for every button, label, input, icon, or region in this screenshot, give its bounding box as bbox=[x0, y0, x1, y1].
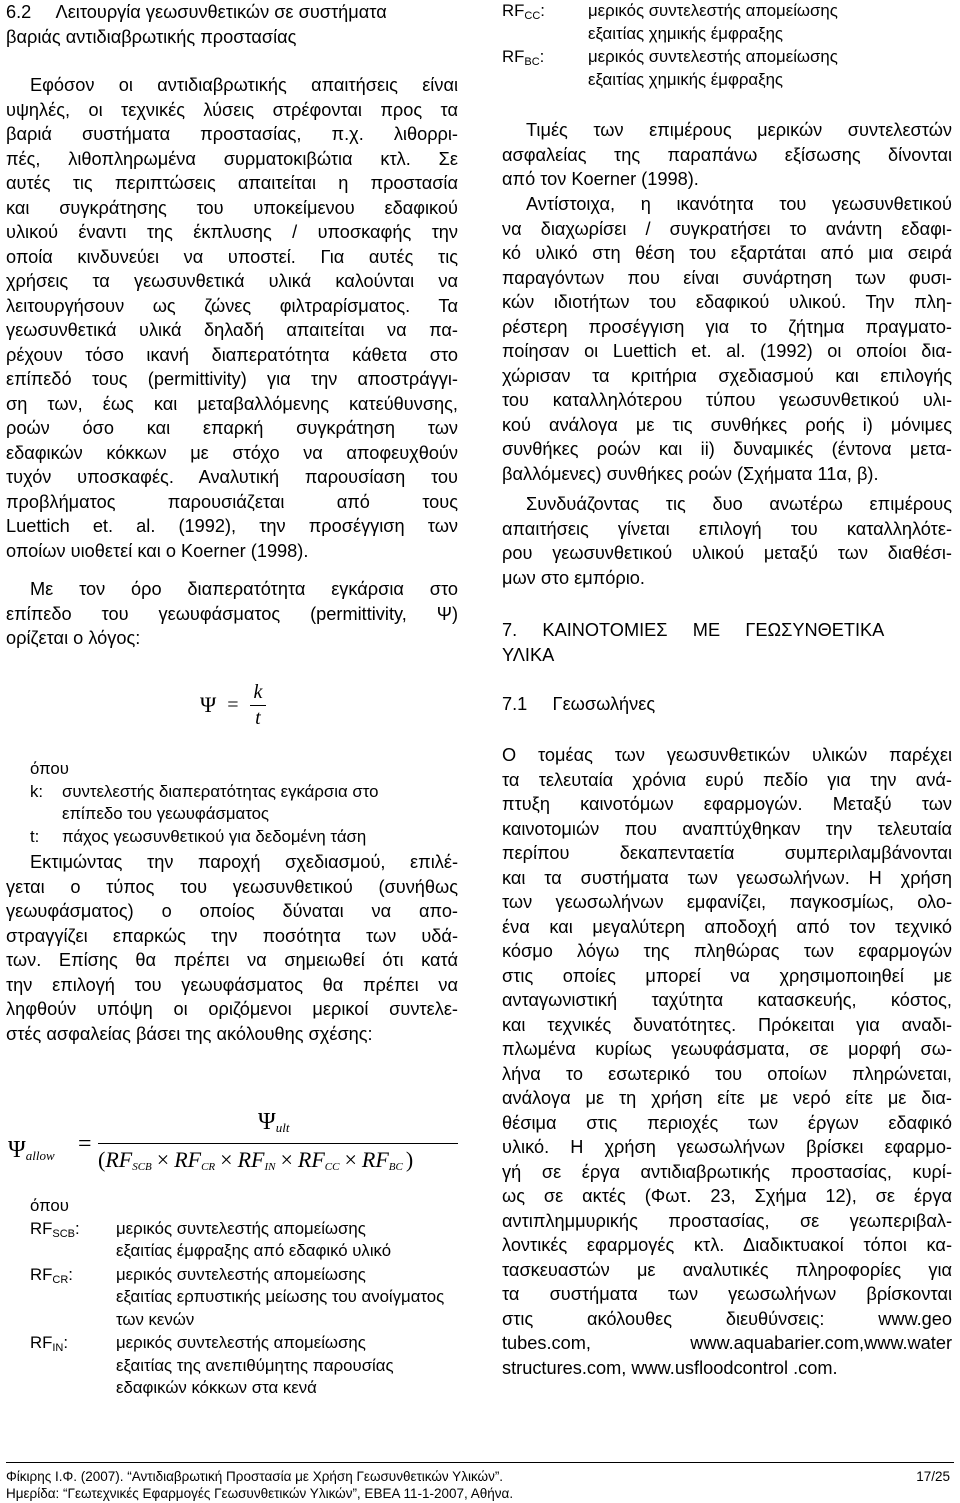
formula-times: × bbox=[280, 1147, 293, 1172]
definition-symbol-sub: BC bbox=[524, 56, 540, 68]
definition-text: συντελεστής διαπερατότητας εγκάρσια στο επίπεδο του γεωυφάσματος bbox=[62, 781, 379, 823]
text-line: ρέστερη προσέγγιση για το ζήτημα πραγματο- bbox=[502, 316, 952, 337]
definition-text bbox=[116, 1218, 458, 1263]
formula-term bbox=[105, 1147, 151, 1172]
definition-row bbox=[502, 0, 958, 45]
definition-line: μερικός συντελεστής απομείωσης bbox=[588, 1, 838, 20]
text-line: και τα συστήματα των γεωσωλήνων. Η χρήση bbox=[502, 867, 952, 888]
text-line: στις οποίες μπορεί να χρησιμοποιηθεί με bbox=[502, 965, 952, 986]
text-line: γεται ο τύπος του γεωσυνθετικού (συνήθως bbox=[6, 876, 458, 897]
text-line: structures.com, www.usfloodcontrol .com. bbox=[502, 1357, 838, 1378]
definition-symbol-sub: SCB bbox=[52, 1227, 75, 1240]
text-line: Ο τομέας των γεωσυνθετικών υλικών παρέχει bbox=[502, 745, 952, 765]
text-line: γεωυφάσματος) ο οποίος δύναται να απο- bbox=[6, 901, 458, 921]
where-label: όπου bbox=[30, 1196, 69, 1215]
formula-denominator bbox=[98, 1148, 413, 1173]
formula-times: × bbox=[156, 1147, 170, 1172]
formula-equals: = bbox=[78, 1131, 92, 1157]
text-line: ασφαλείας της παραπάνω εξίσωσης δίνονται bbox=[502, 144, 952, 165]
text-line: των γεωσωλήνων εμφανίζει, παγκοσμίως, ολο- bbox=[502, 892, 952, 912]
text-line: τυχόν υποσκαφές. Αναλυτική παρουσίαση του bbox=[6, 467, 458, 487]
formula-fraction bbox=[250, 680, 267, 730]
formula-num-sub: ult bbox=[275, 1120, 290, 1135]
text-line: ποίησαν οι Luettich et. al. (1992) οι οποίοι δια- bbox=[502, 341, 952, 361]
definition-line: μερικός συντελεστής απομείωσης bbox=[116, 1333, 366, 1352]
footer-event: Ημερίδα: “Γεωτεχνικές Εφαρμογές Γεωσυνθετικών Υλικών”, ΕΒΕΑ 11-1-2007, Αθήνα. bbox=[6, 1486, 514, 1501]
formula-lhs-sub: allow bbox=[25, 1148, 55, 1163]
paragraph-separation bbox=[502, 192, 952, 486]
definitions-formula1 bbox=[30, 758, 458, 848]
text-line: θέσιμα στις περιοχές των έργων εδαφικό bbox=[502, 1112, 952, 1133]
text-line: tubes.com, www.aquabarier.com,www.water bbox=[502, 1333, 952, 1353]
definition-text: πάχος γεωσυνθετικού για δεδομένη τάση bbox=[62, 826, 367, 846]
definition-line: εξαιτίας χημικής έμφραξης bbox=[588, 23, 784, 43]
text-line: Τιμές των επιμέρους μερικών συντελεστών bbox=[526, 120, 952, 140]
text-line: πές, λιθοπληρωμένα συρματοκιβώτια κτλ. Σε bbox=[6, 148, 458, 169]
text-line: κών ιδιοτήτων του εδαφικού υλικού. Την πλη- bbox=[502, 292, 952, 312]
definition-text bbox=[116, 1264, 458, 1332]
definition-symbol-colon: : bbox=[68, 1264, 73, 1284]
formula-term-base: RF bbox=[105, 1147, 133, 1172]
definition-line: μερικός συντελεστής απομείωσης bbox=[116, 1264, 366, 1284]
paragraph-permittivity bbox=[6, 577, 458, 651]
text-line: υλικό. Η χρήση γεωσωλήνων βρίσκει εφαρμο- bbox=[502, 1137, 952, 1157]
text-line: λήνα το εσωτερικό του οποίων πληρώνεται, bbox=[502, 1063, 952, 1084]
definition-row bbox=[30, 1264, 458, 1332]
definition-symbol-sub: CC bbox=[524, 10, 541, 22]
formula-times: × bbox=[344, 1147, 357, 1172]
formula-equals: = bbox=[227, 693, 239, 716]
definition-symbol-base: RF bbox=[502, 47, 525, 66]
definition-line: μερικός συντελεστής απομείωσης bbox=[588, 47, 838, 66]
text-line: και τεχνικές δυνατότητες. Πρόκειται για αναδι- bbox=[502, 1014, 952, 1035]
text-line: από τον Koerner (1998). bbox=[502, 169, 699, 189]
definition-line: εξαιτίας της ανεπιθύμητης παρουσίας εδαφικών κόκκων στα κενά bbox=[116, 1355, 394, 1397]
definition-symbol bbox=[30, 1332, 116, 1400]
text-line: πλωμένα κυρίως γεωυφάσματα, σε μορφή σω- bbox=[502, 1039, 952, 1059]
text-line: επίπεδο του γεωυφάσματος (permittivity, Ψ) bbox=[6, 603, 458, 624]
definition-symbol bbox=[30, 1218, 116, 1263]
text-line: τα τελευταία χρόνια ευρύ πεδίο για την ανά- bbox=[502, 769, 952, 790]
section-heading-line: 6.2 Λειτουργία γεωσυνθετικών σε συστήματα bbox=[6, 2, 387, 22]
formula-term-base: RF bbox=[297, 1147, 325, 1172]
text-line: χρήσεις τα γεωσυνθετικά υλικά καλούνται να bbox=[6, 271, 458, 291]
definition-symbol: t: bbox=[30, 826, 40, 846]
text-line: καινοτομιών που αναπτύχθηκαν την τελευταία bbox=[502, 818, 952, 839]
text-line: επίπεδό τους (permittivity) για την αποστράγγι- bbox=[6, 369, 458, 389]
definitions-formula2 bbox=[30, 1195, 458, 1401]
definition-symbol bbox=[30, 1264, 116, 1332]
text-line: υλικού έναντι της έκπλυσης / υποσκαφής την bbox=[6, 222, 458, 242]
text-line: Luettich et. al. (1992), την προσέγγιση των bbox=[6, 516, 458, 536]
text-line: υψηλές, οι τεχνικές λύσεις στρέφονται προς τα bbox=[6, 99, 458, 120]
footer-citation: Φίκιρης Ι.Φ. (2007). “Αντιδιαβρωτική Προστασία με Χρήση Γεωσυνθετικών Υλικών”. bbox=[6, 1469, 504, 1484]
formula-numerator bbox=[258, 1110, 289, 1135]
text-line: οποία κινδυνεύει να υποστεί. Για αυτές τις bbox=[6, 246, 458, 267]
definition-line: εξαιτίας χημικής έμφραξης bbox=[588, 69, 784, 89]
formula-term-sub: CR bbox=[201, 1161, 216, 1173]
definition-text bbox=[588, 0, 958, 45]
text-line: περίπου δεκαπενταετία συμπεριλαμβάνονται bbox=[502, 843, 952, 863]
page-number: 17/25 bbox=[916, 1469, 950, 1484]
definition-symbol-base: RF bbox=[30, 1333, 53, 1352]
definition-symbol-colon: : bbox=[539, 47, 545, 66]
paragraph-selection bbox=[6, 850, 458, 1046]
text-line: Με τον όρο διαπερατότητα εγκάρσια στο bbox=[30, 579, 458, 599]
section-heading-line: 7. ΚΑΙΝΟΤΟΜΙΕΣ ΜΕ ΓΕΩΣΥΝΘΕΤΙΚΑ bbox=[502, 620, 885, 640]
definition-line: εξαιτίας έμφραξης από εδαφικό υλικό bbox=[116, 1241, 392, 1260]
definition-line: μερικός συντελεστής απομείωσης bbox=[116, 1218, 366, 1238]
text-line: τα συστήματα των γεωσωλήνων βρίσκονται bbox=[502, 1284, 952, 1304]
text-line: και συγκράτησης του υποκείμενου εδαφικού bbox=[6, 197, 458, 218]
formula-term bbox=[362, 1147, 403, 1172]
paragraph-values bbox=[502, 118, 952, 192]
text-line: Αντίστοιχα, η ικανότητα του γεωσυνθετικού bbox=[526, 194, 952, 214]
text-line: την επιλογή του γεωυφάσματος θα πρέπει να bbox=[6, 974, 458, 995]
text-line: παραγόντων που είναι συνάρτηση των φυσι- bbox=[502, 267, 952, 288]
text-line: προβλήματος παρουσιάζεται από τους bbox=[6, 491, 458, 512]
definition-symbol-base: RF bbox=[502, 1, 525, 20]
text-line: γεωσυνθετικά υλικά δηλαδή απαιτείται να πα- bbox=[6, 320, 458, 340]
formula-num-symbol: Ψ bbox=[258, 1109, 276, 1135]
definition-k bbox=[30, 781, 458, 826]
text-line: κού ανάλογα με τις συνθήκες ροής i) μόνιμες bbox=[502, 414, 952, 435]
formula-lparen: ( bbox=[98, 1147, 106, 1172]
formula-times: × bbox=[220, 1147, 233, 1172]
section-heading-line: ΥΛΙΚΑ bbox=[502, 644, 555, 665]
text-line: ανάλογα με τη χρήση είτε με νερό είτε με δια- bbox=[502, 1088, 952, 1108]
text-line: ροών όσο και επαρκή συγκράτηση των bbox=[6, 418, 458, 438]
paragraph-intro bbox=[6, 73, 458, 563]
text-line: μων στο εμπόριο. bbox=[502, 567, 645, 588]
formula-numerator: k bbox=[253, 681, 263, 703]
text-line: των. Επίσης θα πρέπει να σημειωθεί ότι κατά bbox=[6, 950, 458, 970]
formula-term-sub: CC bbox=[324, 1161, 340, 1173]
text-line: στις ακόλουθες διευθύνσεις: www.geo bbox=[502, 1308, 952, 1329]
section-heading-6-2 bbox=[6, 0, 458, 49]
text-line: βαλλόμενες) συνθήκες ροών (Σχήματα 11α, β). bbox=[502, 463, 879, 484]
where-label: όπου bbox=[30, 759, 69, 778]
formula-lhs bbox=[8, 1138, 55, 1163]
text-line: οποίων υιοθετεί και ο Koerner (1998). bbox=[6, 540, 309, 561]
text-line: βαριά συστήματα προστασίας, π.χ. λιθορρι- bbox=[6, 124, 458, 144]
section-heading-7 bbox=[502, 618, 958, 667]
text-line: κόσμο λόγω της πληθώρας των εφαρμογών bbox=[502, 941, 952, 961]
definition-symbol-colon: : bbox=[540, 1, 545, 20]
definition-symbol-colon: : bbox=[63, 1333, 69, 1352]
text-line: Εκτιμώντας την παροχή σχεδιασμού, επιλέ- bbox=[30, 852, 458, 872]
definition-row bbox=[502, 46, 958, 91]
text-line: Συνδυάζοντας τις δυο ανωτέρω επιμέρους bbox=[526, 494, 952, 514]
formula-term bbox=[298, 1147, 340, 1172]
text-line: ορίζεται ο λόγος: bbox=[6, 628, 141, 648]
definition-symbol-sub: IN bbox=[52, 1342, 64, 1354]
formula-lhs: Ψ bbox=[200, 691, 217, 717]
text-line: ένα και μεγαλύτερη αποδοχή από τον τεχνικό bbox=[502, 916, 952, 937]
definition-row bbox=[30, 1218, 458, 1263]
formula-term-base: RF bbox=[361, 1147, 389, 1172]
text-line: εδαφικών κόκκων με στόχο να αποφευχθούν bbox=[6, 442, 458, 463]
text-line: ληφθούν υπόψη οι οριζόμενοι μερικοί συντελε- bbox=[6, 999, 458, 1019]
text-line: ρου γεωσυνθετικού υλικού μεταξύ των διαθέσι- bbox=[502, 543, 952, 563]
paragraph-geotubes bbox=[502, 743, 952, 1380]
section-heading-7-1: 7.1 Γεωσωλήνες bbox=[502, 694, 656, 714]
text-line: να διαχωρίσει / συγκρατήσει το ανάντη εδαφι- bbox=[502, 218, 952, 239]
formula-denominator: t bbox=[250, 705, 267, 731]
text-line: αυτές τις περιπτώσεις απαιτείται η προστασία bbox=[6, 173, 458, 193]
text-line: λειτουργήσουν ως ζώνες φιλτραρίσματος. Τα bbox=[6, 295, 458, 316]
formula-permittivity bbox=[200, 680, 266, 730]
text-line: χώρισαν τα κριτήρια σχεδιασμού και επιλογής bbox=[502, 365, 952, 386]
definition-symbol-colon: : bbox=[75, 1218, 80, 1238]
text-line: κό υλικό στη θέση του εξαρτάται από μια σειρά bbox=[502, 243, 952, 263]
text-line: ως σε ακτές (Φωτ. 23, Σχήμα 12), σε έργα bbox=[502, 1186, 952, 1206]
text-line: Εφόσον οι αντιδιαβρωτικής απαιτήσεις είναι bbox=[30, 75, 458, 95]
formula-term-base: RF bbox=[174, 1147, 202, 1172]
formula-term-sub: BC bbox=[388, 1161, 403, 1173]
section-heading-line: βαριάς αντιδιαβρωτικής προστασίας bbox=[6, 26, 297, 47]
definition-symbol bbox=[502, 46, 588, 91]
text-line: ση των, έως και μεταβαλλόμενης κατεύθυνσης, bbox=[6, 393, 458, 414]
text-line: συνθήκες ροών και ii) δυναμικές (έντονα μετα- bbox=[502, 439, 952, 459]
text-line: ανταγωνιστική ταχύτητα κατασκευής, κόστος, bbox=[502, 990, 952, 1010]
text-line: γή σε έργα αντιδιαβρωτικής προστασίας, κυρί- bbox=[502, 1161, 952, 1182]
text-line: στές ασφαλείας βάσει της ακόλουθης σχέσης: bbox=[6, 1023, 373, 1044]
definition-symbol: k: bbox=[30, 781, 44, 801]
definition-text bbox=[588, 46, 958, 91]
definition-symbol-sub: CR bbox=[52, 1273, 69, 1286]
fraction-bar bbox=[98, 1143, 458, 1144]
definition-symbol-base: RF bbox=[30, 1264, 53, 1284]
formula-term-base: RF bbox=[237, 1147, 265, 1172]
text-line: ρέχουν τόσο ικανή διαπερατότητα κάθετα στο bbox=[6, 344, 458, 365]
text-line: πτυξη καινοτόμων εφαρμογών. Μεταξύ των bbox=[502, 794, 952, 814]
definition-symbol bbox=[502, 0, 588, 45]
footer-divider bbox=[6, 1462, 954, 1463]
definition-row bbox=[30, 1332, 458, 1400]
definition-line: εξαιτίας ερπυστικής μείωσης του ανοίγματος των κενών bbox=[116, 1287, 445, 1329]
text-line: τασκευαστών με αναλυτικές πληροφορίες για bbox=[502, 1259, 952, 1280]
text-line: αντιπλημμυρικής προστασίας, σε γεωπεριβαλ- bbox=[502, 1210, 952, 1231]
formula-term-sub: SCB bbox=[132, 1161, 152, 1173]
text-line: στραγγίζει επαρκώς την ποσότητα των υδά- bbox=[6, 925, 458, 946]
formula-term bbox=[238, 1147, 276, 1172]
text-line: λοντικές εφαρμογές κτλ. Διαδικτυακοί τόποι κα- bbox=[502, 1235, 952, 1255]
definition-t bbox=[30, 826, 458, 849]
definitions-rf-cc-bc bbox=[502, 0, 958, 92]
formula-lhs-symbol: Ψ bbox=[8, 1137, 26, 1163]
text-line: απαιτήσεις γίνεται επιλογή του καταλληλότε- bbox=[502, 518, 952, 539]
text-line: του καταλληλότερου τύπου γεωσυνθετικού υλι- bbox=[502, 390, 952, 410]
definition-symbol-base: RF bbox=[30, 1218, 53, 1238]
formula-rparen: ) bbox=[405, 1147, 414, 1172]
definition-text bbox=[116, 1332, 458, 1400]
formula-allow bbox=[6, 1110, 458, 1190]
formula-term-sub: IN bbox=[264, 1161, 276, 1173]
formula-term bbox=[174, 1147, 215, 1172]
paragraph-combination bbox=[502, 492, 952, 590]
